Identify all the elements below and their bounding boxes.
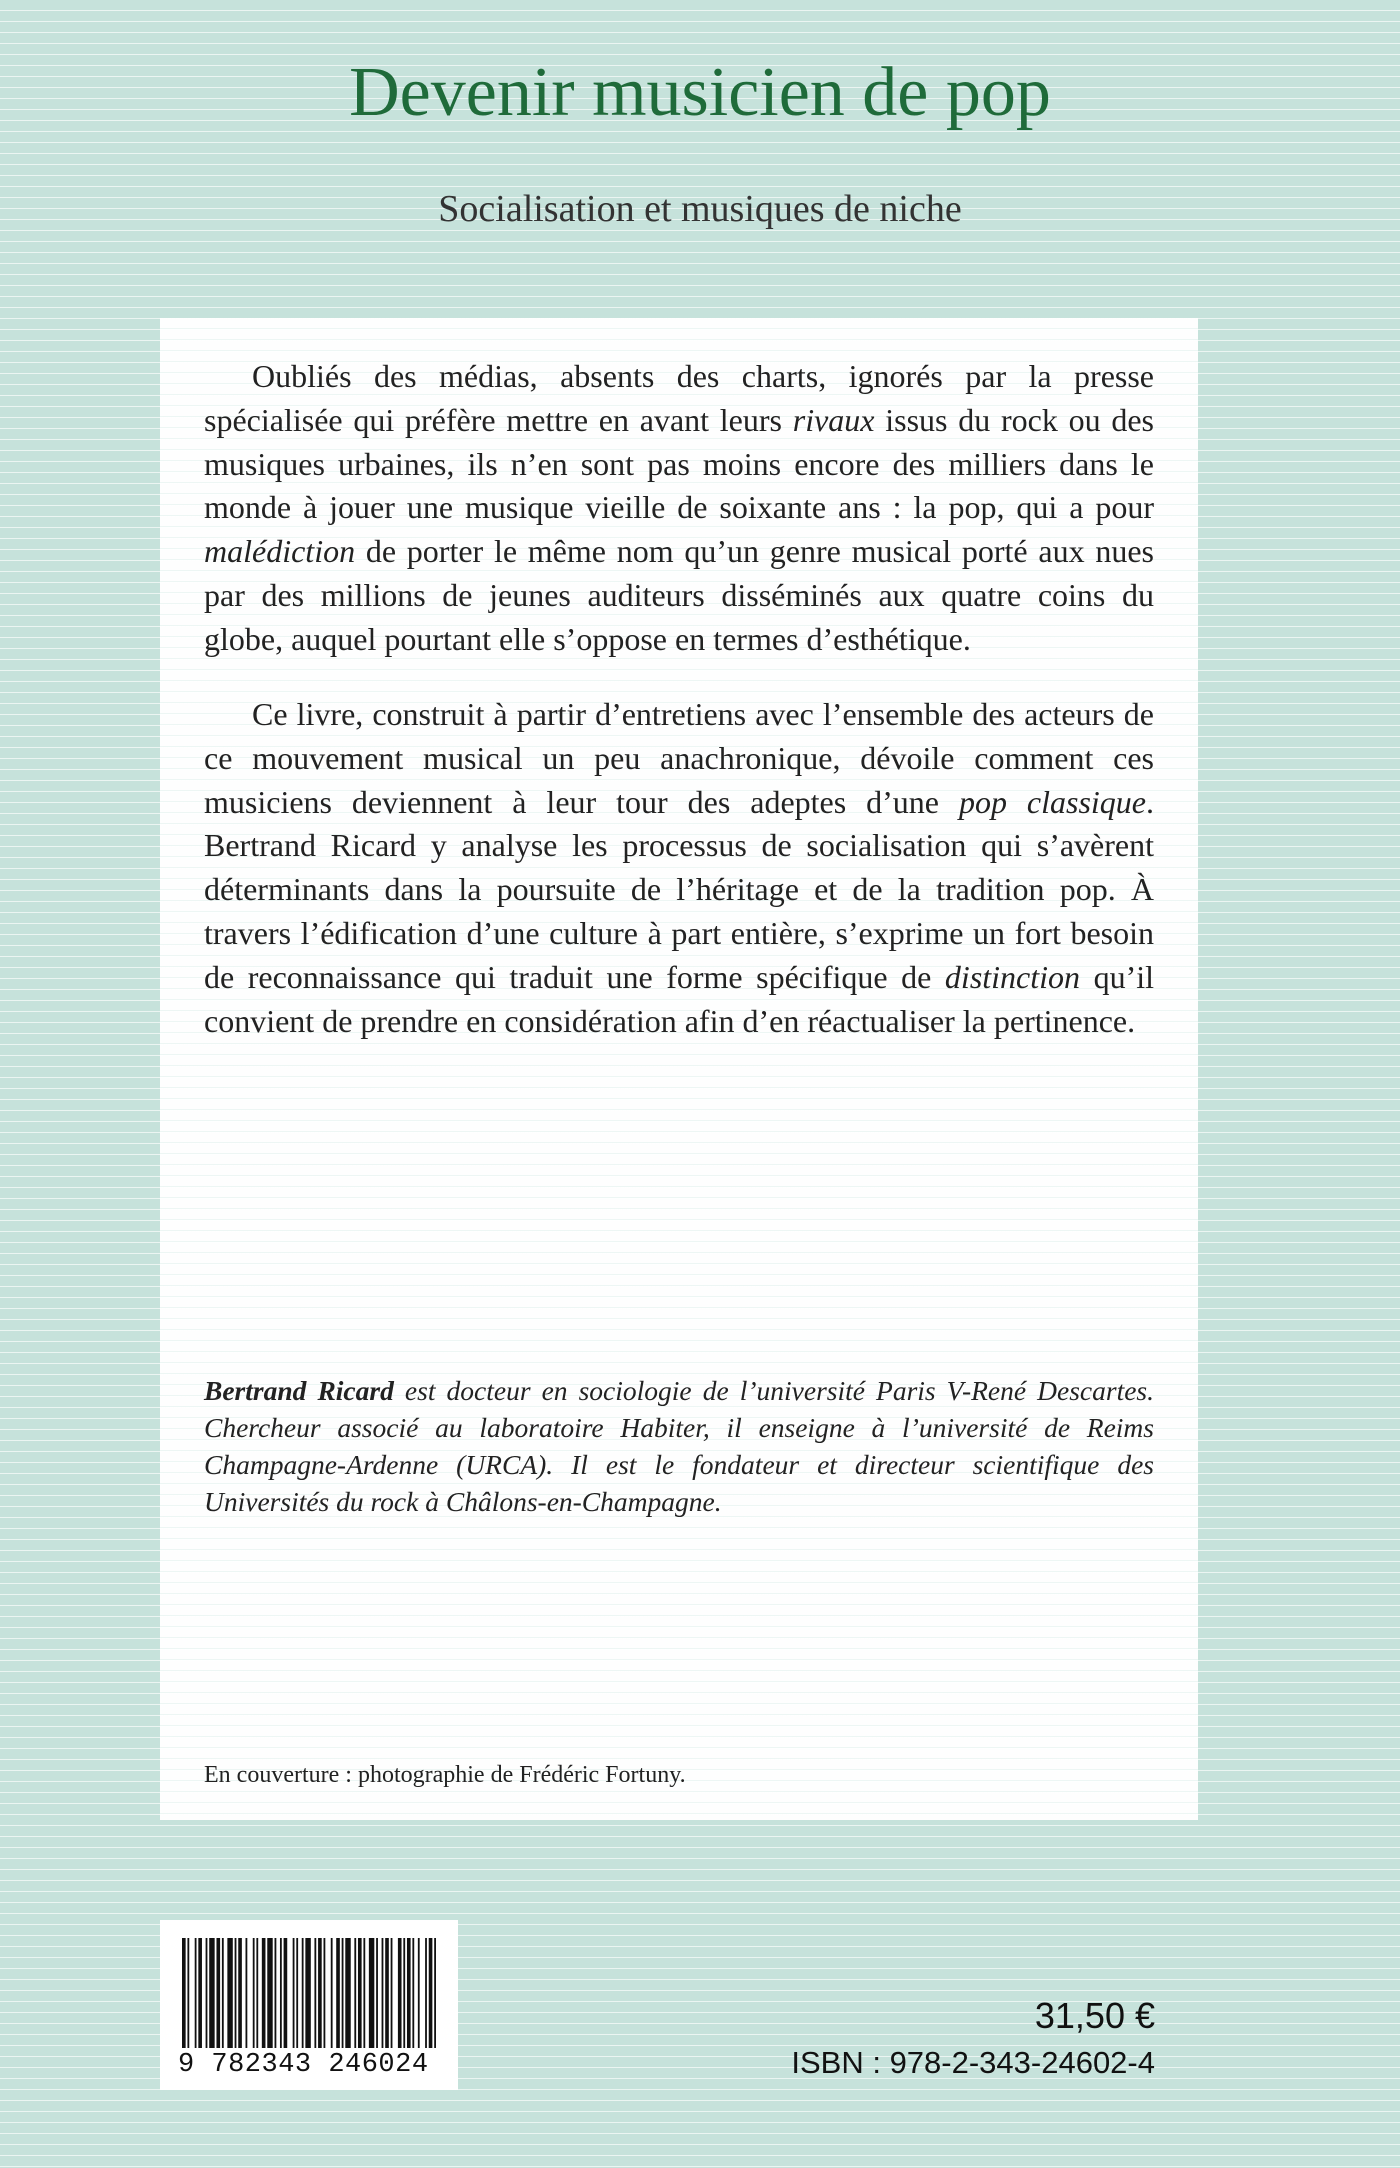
barcode-bars (182, 1938, 436, 2048)
barcode-bar (222, 1938, 224, 2048)
barcode-bar (318, 1938, 322, 2048)
barcode-bar (391, 1938, 393, 2048)
barcode-bar (198, 1938, 202, 2048)
book-subtitle: Socialisation et musiques de niche (438, 188, 962, 230)
barcode-digits: 9 782343 246024 (178, 2050, 429, 2080)
barcode-bar (280, 1938, 282, 2048)
barcode-bar (324, 1938, 326, 2048)
barcode-bar (267, 1938, 272, 2048)
barcode-bar (275, 1938, 277, 2048)
barcode-bar (407, 1938, 411, 2048)
author-bio (204, 1372, 1154, 1520)
body-text: Ce livre, construit à partir d’entretiens avec l’ensemble des acteurs de ce mouvement musical un peu anachronique, dévoile comment ces musiciens deviennent à leur tour des adeptes d’une (204, 696, 1154, 820)
body-text: qu’il convient de prendre en considération afin d’en réactualiser la pertinence. (204, 958, 1155, 1039)
barcode-bar (293, 1938, 295, 2048)
blurb-paragraph-2 (204, 693, 1154, 1043)
emphasis-text: pop classique (958, 783, 1147, 820)
body-text: Oubliés des médias, absents des charts, ignorés par la presse spécialisée qui préfère mettre en avant leurs (204, 358, 1154, 438)
barcode-bar (195, 1938, 197, 2048)
barcode-bar (342, 1938, 344, 2048)
barcode-bar (363, 1938, 365, 2048)
barcode-bar (369, 1938, 374, 2048)
barcode-bar (331, 1938, 333, 2048)
barcode-bar (314, 1938, 316, 2048)
barcode-bar (209, 1938, 214, 2048)
book-title: Devenir musicien de pop (349, 54, 1051, 131)
barcode-bar (182, 1938, 186, 2048)
barcode-bar (358, 1938, 362, 2048)
barcode-bar (376, 1938, 378, 2048)
barcode-bar (382, 1938, 384, 2048)
barcode-bar (354, 1938, 356, 2048)
barcode-bar (238, 1938, 242, 2048)
barcode-bar (227, 1938, 232, 2048)
emphasis-text: rivaux (792, 401, 875, 438)
body-text: issus du rock ou des musiques urbaines, ils n’en sont pas moins encore des milliers dans le monde à jouer une musique vieille de soixante ans : la pop, qui a pour (204, 401, 1155, 526)
barcode-bar (425, 1938, 427, 2048)
barcode-bar (305, 1938, 310, 2048)
barcode-bar (187, 1938, 189, 2048)
barcode-bar (296, 1938, 298, 2048)
barcode-bar (418, 1938, 420, 2048)
body-text: de porter le même nom qu’un genre musical porté aux nues par des millions de jeunes auditeurs disséminés aux quatre coins du globe, auquel pourtant elle s’oppose en termes d’esthétique. (204, 533, 1154, 657)
barcode-bar (253, 1938, 255, 2048)
emphasis-text: distinction (944, 958, 1081, 995)
barcode-bar (302, 1938, 304, 2048)
barcode-bar (284, 1938, 288, 2048)
barcode-bar (412, 1938, 414, 2048)
price: 31,50 € (1034, 1995, 1155, 2036)
author-name: Bertrand Ricard (204, 1375, 394, 1406)
barcode-bar (262, 1938, 266, 2048)
barcode-bar (206, 1938, 208, 2048)
barcode-bar (403, 1938, 405, 2048)
barcode-bar (256, 1938, 258, 2048)
barcode-bar (398, 1938, 402, 2048)
isbn: ISBN : 978-2-343-24602-4 (791, 2045, 1155, 2080)
barcode-bar (246, 1938, 248, 2048)
barcode-bar (385, 1938, 389, 2048)
body-text: . Bertrand Ricard y analyse les processus de socialisation qui s’avèrent déterminants dans la poursuite de l’héritage et de la tradition pop. À travers l’édification d’une culture à part entière, s’exprime un fort besoin de reconnaissance qui traduit une forme spécifique de (204, 783, 1155, 995)
emphasis-text: malédiction (204, 533, 356, 570)
barcode-bar (434, 1938, 436, 2048)
cover-credit: En couverture : photographie de Frédéric Fortuny. (204, 1762, 686, 1788)
author-bio-text: est docteur en sociologie de l’université Paris V-René Descartes. Chercheur associé au laboratoire Habiter, il enseigne à l’université de Reims Champagne-Ardenne (URCA). Il est le fondateur et directeur scientifique des Universités du rock à Châlons-en-Champagne. (204, 1375, 1154, 1517)
blurb-paragraph-1 (204, 355, 1154, 662)
barcode (160, 1920, 458, 2090)
barcode-bar (235, 1938, 237, 2048)
barcode-bar (429, 1938, 433, 2048)
barcode-bar (336, 1938, 340, 2048)
barcode-bar (216, 1938, 220, 2048)
barcode-bar (345, 1938, 350, 2048)
